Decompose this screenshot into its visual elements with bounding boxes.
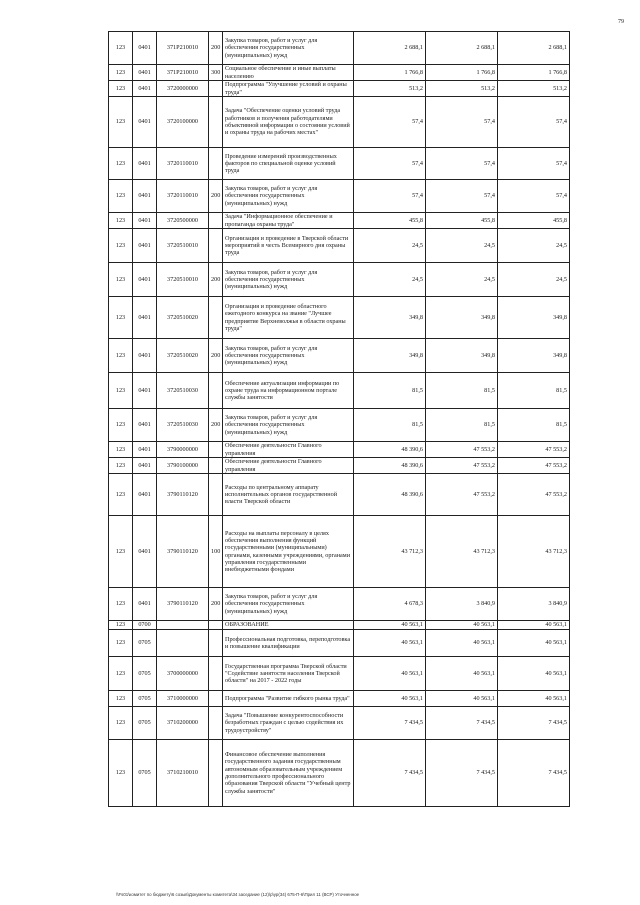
target-article-cell: 3720110010 [157,148,209,180]
amount-year2-cell: 57,4 [426,148,498,180]
amount-year2-cell: 7 434,5 [426,707,498,740]
item-name-cell: Государственная программа Тверской области "Содействие занятости населения Тверской области" на 2017 - 2022 годы [223,657,354,691]
expense-type-cell [209,148,223,180]
table-row [109,458,570,474]
admin-code-cell: 123 [109,409,133,442]
section-code-cell: 0401 [133,213,157,229]
table-row [109,442,570,458]
item-name-cell: Профессиональная подготовка, переподготовка и повышение квалификации [223,630,354,657]
amount-year2-cell: 40 563,1 [426,657,498,691]
file-path-footer: \\Fs01\комитет по бюджету\6 созыв\Документы комитета\34 заседание (12)\р\ур(34) 675-П-6\Прил 11 (ВСР) Уточненное [116,892,360,897]
admin-code-cell: 123 [109,97,133,148]
amount-year3-cell: 2 688,1 [498,32,570,65]
amount-year2-cell: 455,8 [426,213,498,229]
amount-year2-cell: 7 434,5 [426,740,498,807]
table-row [109,65,570,81]
item-name-cell: Закупка товаров, работ и услуг для обеспечения государственных (муниципальных) нужд [223,263,354,297]
item-name-cell: Обеспечение деятельности Главного управления [223,442,354,458]
amount-year2-cell: 3 840,9 [426,588,498,621]
amount-year2-cell: 24,5 [426,263,498,297]
admin-code-cell: 123 [109,213,133,229]
target-article-cell: 3720500000 [157,213,209,229]
expense-type-cell [209,621,223,630]
amount-year2-cell: 57,4 [426,180,498,213]
admin-code-cell: 123 [109,263,133,297]
amount-year3-cell: 40 563,1 [498,630,570,657]
amount-year3-cell: 40 563,1 [498,621,570,630]
amount-year1-cell: 57,4 [354,148,426,180]
admin-code-cell: 123 [109,458,133,474]
amount-year1-cell: 513,2 [354,81,426,97]
item-name-cell: Финансовое обеспечение выполнения государственного задания государственным автономным образовательным учреждением дополнительного профессионального образования Тверской области "Учебный центр службы занятости" [223,740,354,807]
section-code-cell: 0401 [133,339,157,373]
amount-year3-cell: 43 712,3 [498,516,570,588]
target-article-cell: 3720510010 [157,263,209,297]
amount-year3-cell: 349,8 [498,339,570,373]
expense-type-cell [209,707,223,740]
expense-type-cell [209,691,223,707]
amount-year2-cell: 2 688,1 [426,32,498,65]
admin-code-cell: 123 [109,373,133,409]
target-article-cell: 3720510030 [157,409,209,442]
amount-year2-cell: 349,8 [426,339,498,373]
table-row [109,263,570,297]
amount-year2-cell: 513,2 [426,81,498,97]
section-code-cell: 0401 [133,442,157,458]
item-name-cell: Расходы на выплаты персоналу в целях обеспечения выполнения функций государственными (муниципальными) органами, казенными учреждениями, органами управления государственными внебюджетными фондами [223,516,354,588]
expense-type-cell [209,213,223,229]
item-name-cell: Организация и проведение в Тверской области мероприятий в честь Всемирного дня охраны труда [223,229,354,263]
amount-year3-cell: 57,4 [498,180,570,213]
item-name-cell: Обеспечение деятельности Главного управления [223,458,354,474]
section-code-cell: 0401 [133,474,157,516]
amount-year3-cell: 40 563,1 [498,657,570,691]
amount-year2-cell: 81,5 [426,373,498,409]
amount-year3-cell: 349,8 [498,297,570,339]
admin-code-cell: 123 [109,740,133,807]
amount-year3-cell: 47 553,2 [498,442,570,458]
expense-type-cell [209,657,223,691]
amount-year3-cell: 455,8 [498,213,570,229]
expense-type-cell: 200 [209,180,223,213]
section-code-cell: 0401 [133,263,157,297]
amount-year3-cell: 47 553,2 [498,458,570,474]
expense-type-cell: 200 [209,32,223,65]
expense-type-cell: 100 [209,516,223,588]
target-article-cell [157,630,209,657]
admin-code-cell: 123 [109,474,133,516]
item-name-cell: Задача "Информационное обеспечение и пропаганда охраны труда" [223,213,354,229]
target-article-cell: 3720510020 [157,339,209,373]
expense-type-cell: 200 [209,588,223,621]
section-code-cell: 0700 [133,621,157,630]
section-code-cell: 0705 [133,657,157,691]
amount-year1-cell: 43 712,3 [354,516,426,588]
expense-type-cell: 300 [209,65,223,81]
amount-year2-cell: 40 563,1 [426,691,498,707]
section-code-cell: 0401 [133,297,157,339]
amount-year3-cell: 57,4 [498,148,570,180]
amount-year1-cell: 40 563,1 [354,691,426,707]
amount-year2-cell: 47 553,2 [426,474,498,516]
amount-year1-cell: 7 434,5 [354,707,426,740]
section-code-cell: 0401 [133,148,157,180]
item-name-cell: Закупка товаров, работ и услуг для обеспечения государственных (муниципальных) нужд [223,588,354,621]
amount-year1-cell: 2 688,1 [354,32,426,65]
amount-year2-cell: 40 563,1 [426,621,498,630]
expense-type-cell [209,297,223,339]
expense-type-cell [209,373,223,409]
section-code-cell: 0401 [133,81,157,97]
amount-year1-cell: 48 390,6 [354,458,426,474]
target-article-cell: 3790000000 [157,442,209,458]
admin-code-cell: 123 [109,229,133,263]
amount-year1-cell: 7 434,5 [354,740,426,807]
admin-code-cell: 123 [109,707,133,740]
admin-code-cell: 123 [109,630,133,657]
amount-year3-cell: 57,4 [498,97,570,148]
amount-year2-cell: 349,8 [426,297,498,339]
amount-year3-cell: 81,5 [498,409,570,442]
table-row [109,630,570,657]
section-code-cell: 0401 [133,32,157,65]
admin-code-cell: 123 [109,442,133,458]
table-row [109,229,570,263]
section-code-cell: 0705 [133,630,157,657]
section-code-cell: 0401 [133,373,157,409]
amount-year2-cell: 47 553,2 [426,458,498,474]
admin-code-cell: 123 [109,81,133,97]
target-article-cell: 3720510030 [157,373,209,409]
target-article-cell: 3720000000 [157,81,209,97]
amount-year1-cell: 57,4 [354,97,426,148]
admin-code-cell: 123 [109,148,133,180]
amount-year3-cell: 81,5 [498,373,570,409]
section-code-cell: 0705 [133,740,157,807]
item-name-cell: Подпрограмма "Развитие гибкого рынка труда" [223,691,354,707]
expense-type-cell [209,458,223,474]
amount-year1-cell: 1 766,8 [354,65,426,81]
expense-type-cell [209,97,223,148]
target-article-cell: 3790110120 [157,516,209,588]
section-code-cell: 0705 [133,691,157,707]
budget-table [108,31,570,807]
expense-type-cell: 200 [209,339,223,373]
item-name-cell: Расходы по центральному аппарату исполнительных органов государственной власти Тверской области [223,474,354,516]
target-article-cell: 3700000000 [157,657,209,691]
table-row [109,81,570,97]
admin-code-cell: 123 [109,297,133,339]
table-row [109,657,570,691]
amount-year1-cell: 349,8 [354,297,426,339]
table-row [109,297,570,339]
amount-year3-cell: 24,5 [498,229,570,263]
amount-year1-cell: 349,8 [354,339,426,373]
table-row [109,516,570,588]
admin-code-cell: 123 [109,32,133,65]
item-name-cell: Проведение измерений производственных факторов по специальной оценке условий труда [223,148,354,180]
amount-year3-cell: 40 563,1 [498,691,570,707]
amount-year3-cell: 7 434,5 [498,707,570,740]
target-article-cell: 3710210010 [157,740,209,807]
section-code-cell: 0401 [133,516,157,588]
amount-year1-cell: 40 563,1 [354,657,426,691]
item-name-cell: Закупка товаров, работ и услуг для обеспечения государственных (муниципальных) нужд [223,339,354,373]
section-code-cell: 0401 [133,65,157,81]
section-code-cell: 0401 [133,97,157,148]
table-row [109,373,570,409]
table-row [109,707,570,740]
admin-code-cell: 123 [109,65,133,81]
table-row [109,97,570,148]
expense-type-cell [209,442,223,458]
admin-code-cell: 123 [109,516,133,588]
table-row [109,740,570,807]
amount-year3-cell: 3 840,9 [498,588,570,621]
table-row [109,691,570,707]
amount-year2-cell: 43 712,3 [426,516,498,588]
page-number: 79 [618,19,624,25]
amount-year1-cell: 24,5 [354,263,426,297]
amount-year1-cell: 48 390,6 [354,474,426,516]
amount-year3-cell: 24,5 [498,263,570,297]
admin-code-cell: 123 [109,691,133,707]
amount-year2-cell: 57,4 [426,97,498,148]
table-row [109,409,570,442]
item-name-cell: Обеспечение актуализации информации по охране труда на информационном портале службы занятости [223,373,354,409]
amount-year1-cell: 40 563,1 [354,621,426,630]
section-code-cell: 0401 [133,180,157,213]
amount-year3-cell: 7 434,5 [498,740,570,807]
admin-code-cell: 123 [109,657,133,691]
amount-year1-cell: 40 563,1 [354,630,426,657]
target-article-cell: 3790100000 [157,458,209,474]
item-name-cell: Подпрограмма "Улучшение условий и охраны труда" [223,81,354,97]
item-name-cell: Задача "Обеспечение оценки условий труда работников и получения работодателями объективной информации о состоянии условий и охраны труда на рабочих местах" [223,97,354,148]
amount-year1-cell: 455,8 [354,213,426,229]
amount-year2-cell: 81,5 [426,409,498,442]
section-code-cell: 0401 [133,229,157,263]
table-row [109,32,570,65]
admin-code-cell: 123 [109,588,133,621]
table-row [109,339,570,373]
target-article-cell [157,621,209,630]
amount-year1-cell: 4 678,3 [354,588,426,621]
item-name-cell: ОБРАЗОВАНИЕ [223,621,354,630]
admin-code-cell: 123 [109,621,133,630]
amount-year1-cell: 81,5 [354,373,426,409]
target-article-cell: 3790110120 [157,588,209,621]
target-article-cell: 3710000000 [157,691,209,707]
target-article-cell: 371Р210010 [157,65,209,81]
expense-type-cell [209,229,223,263]
expense-type-cell: 200 [209,409,223,442]
amount-year2-cell: 24,5 [426,229,498,263]
amount-year1-cell: 81,5 [354,409,426,442]
amount-year3-cell: 513,2 [498,81,570,97]
table-row [109,213,570,229]
section-code-cell: 0705 [133,707,157,740]
amount-year1-cell: 48 390,6 [354,442,426,458]
table-row [109,621,570,630]
target-article-cell: 3720510010 [157,229,209,263]
table-row [109,474,570,516]
amount-year1-cell: 24,5 [354,229,426,263]
section-code-cell: 0401 [133,409,157,442]
item-name-cell: Закупка товаров, работ и услуг для обеспечения государственных (муниципальных) нужд [223,32,354,65]
admin-code-cell: 123 [109,339,133,373]
target-article-cell: 3720110010 [157,180,209,213]
table-row [109,588,570,621]
amount-year1-cell: 57,4 [354,180,426,213]
amount-year3-cell: 1 766,8 [498,65,570,81]
amount-year3-cell: 47 553,2 [498,474,570,516]
expense-type-cell [209,630,223,657]
amount-year2-cell: 47 553,2 [426,442,498,458]
item-name-cell: Закупка товаров, работ и услуг для обеспечения государственных (муниципальных) нужд [223,409,354,442]
amount-year2-cell: 1 766,8 [426,65,498,81]
admin-code-cell: 123 [109,180,133,213]
target-article-cell: 3710200000 [157,707,209,740]
target-article-cell: 3720100000 [157,97,209,148]
item-name-cell: Организация и проведение областного ежегодного конкурса на звание "Лучшее предприятие Верхневолжья в области охраны труда" [223,297,354,339]
section-code-cell: 0401 [133,458,157,474]
expense-type-cell [209,474,223,516]
target-article-cell: 3720510020 [157,297,209,339]
item-name-cell: Социальное обеспечение и иные выплаты населению [223,65,354,81]
section-code-cell: 0401 [133,588,157,621]
target-article-cell: 371Р210010 [157,32,209,65]
item-name-cell: Задача "Повышение конкурентоспособности безработных граждан с целью содействия их трудоустройству" [223,707,354,740]
expense-type-cell [209,740,223,807]
target-article-cell: 3790110120 [157,474,209,516]
amount-year2-cell: 40 563,1 [426,630,498,657]
table-row [109,180,570,213]
table-row [109,148,570,180]
item-name-cell: Закупка товаров, работ и услуг для обеспечения государственных (муниципальных) нужд [223,180,354,213]
expense-type-cell [209,81,223,97]
expense-type-cell: 200 [209,263,223,297]
